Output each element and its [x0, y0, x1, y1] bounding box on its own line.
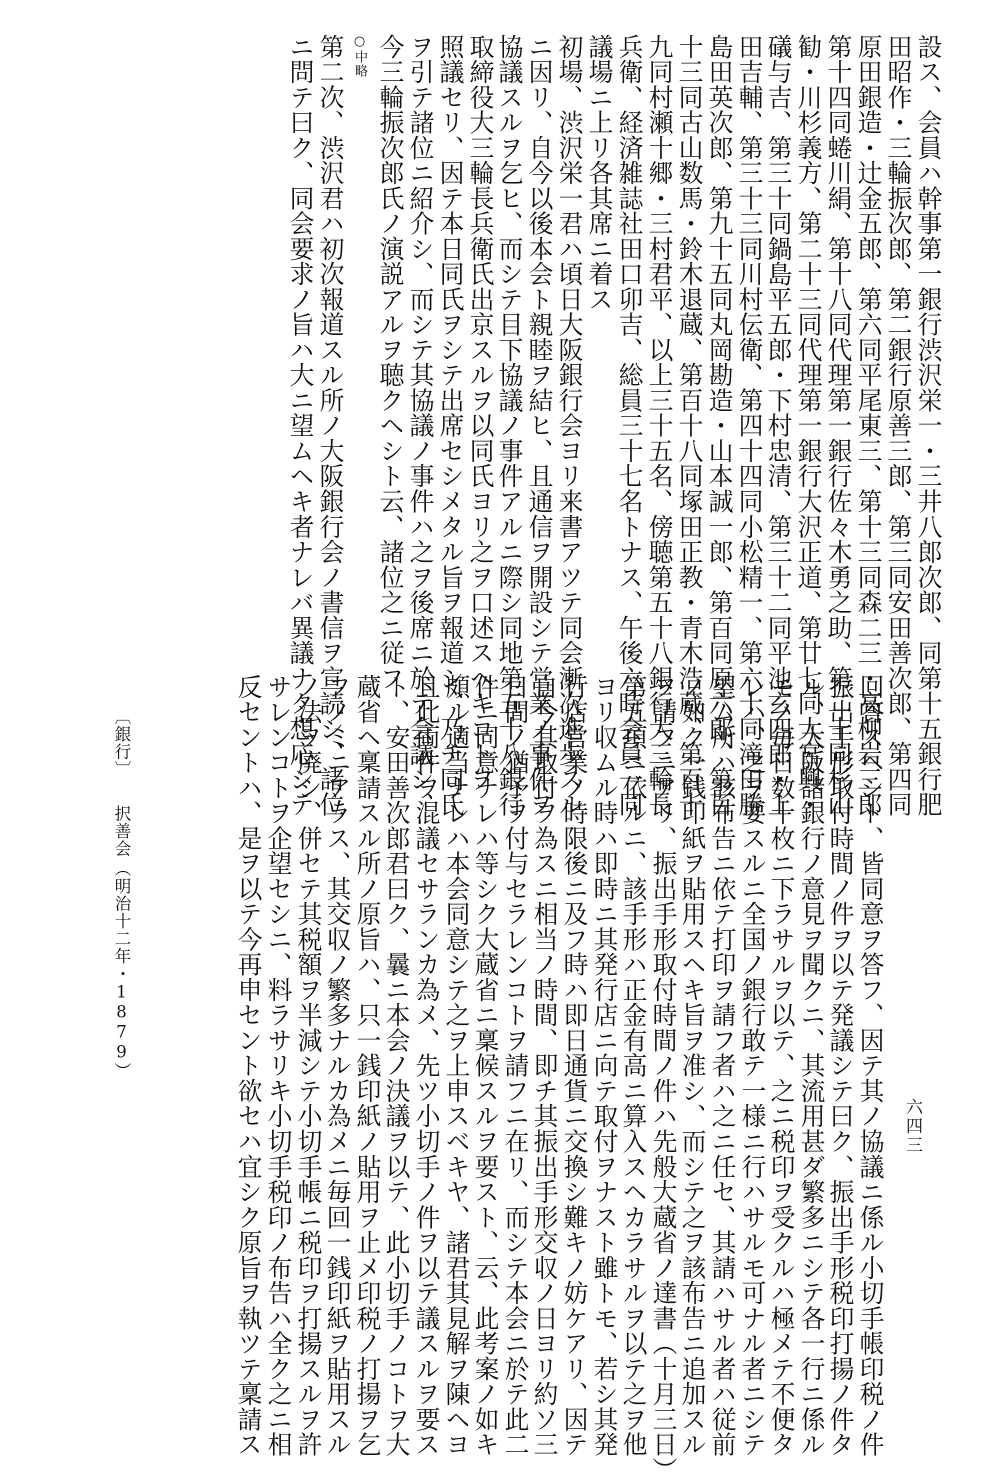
text-column: フノミニアラス、其交収ノ繁多ナルカ為メニ毎回一銭印紙ヲ貼用スル — [323, 674, 352, 1458]
text-column: 議場ニ上リ各其席ニ着ス — [585, 34, 614, 312]
text-column: ノ如ク一銭印紙ヲ貼用スヘキ旨ヲ准シ、而シテ之ヲ該布告ニ追加スル — [678, 674, 707, 1458]
text-column: 設ス、会員ハ幹事第一銀行渋沢栄一・三井八郎次郎、同第十五銀行肥 — [914, 34, 943, 818]
text-column: 照議セリ、因テ本日同氏ヲシテ出席セシメタル旨ヲ報道シ、乃チ同氏 — [436, 34, 465, 818]
text-column: 協議スルヲ乞ヒ、而シテ目下協議ノ事件アルニ際シ同地第五十八銀行 — [495, 34, 524, 818]
text-column: 田昭作・三輪振次郎、第二銀行原善三郎、第三同安田善次郎、第四同 — [884, 34, 913, 818]
text-column: 島田英次郎、第九十五同丸岡勘造・山本誠一郎、第百同原六郎、第百 — [705, 34, 734, 818]
text-column: 行店営業ノ時限後ニ及フ時ハ即日通貨ニ交換シ難キノ妨ケアリ、因テ — [560, 674, 589, 1458]
text-column: レハ、之ヲ要スルニ全国ノ銀行敢テ一様ニ行ハサルモ可ナル者ニシテ — [738, 674, 767, 1458]
text-column: 且此両件ヲ混議セサランカ為メ、先ツ小切手ノ件ヲ以テ議スルヲ要ス — [412, 674, 441, 1458]
text-column: 振出手形取付時間ノ件ヲ以テ発議シテ曰ク、振出手形税印打揚ノ件タ — [826, 674, 855, 1458]
text-column: 件ニ同意ナレハ等シク大蔵省ニ稟候スルヲ要スト、云、此考案ノ如キ — [471, 674, 500, 1458]
text-column: ト、安田善次郎君曰ク、曩ニ本会ノ決議ヲ以テ、此小切手ノコトヲ大 — [382, 674, 411, 1458]
text-column: 第二次、渋沢君ハ初次報道スル所ノ大阪銀行会ノ書信ヲ宣読シ、諸位 — [316, 34, 345, 818]
text-column: ノ法ヲ廃シ、併セテ其税額ヲ半減シテ小切手帳ニ税印ヲ打揚スルヲ許 — [294, 674, 323, 1458]
footer-era: （明治十二年・1879） — [112, 860, 131, 1080]
text-column: ニ問テ曰ク、同会要求ノ旨ハ大ニ望ムヘキ者ナレバ異議ナク想応シテ — [286, 34, 315, 818]
text-column: 蔵省ヘ稟請スル所ノ原旨ハ、只一銭印紙ノ貼用ヲ止メ印税ノ打揚ヲ乞 — [353, 674, 382, 1458]
text-column: ニ因リ、自今以後本会ト親睦ヲ結ヒ、且通信ヲ開設シテ営業ノ事件ヲ — [525, 34, 554, 818]
text-column: 第五項ニ依ルニ、該手形ハ正金有高ニ算入スヘカラサルヲ以テ之ヲ他 — [619, 674, 648, 1458]
text-column: サレンコトヲ企望セシニ、料ラサリキ小切手税印ノ布告ハ全ク之ニ相 — [264, 674, 293, 1458]
text-column: 望ム所ハ該布告ニ依テ打印ヲ請フ者ハ之ニ任セ、其請ハサル者ハ従前 — [708, 674, 737, 1458]
text-column: 原田銀造・辻金五郎、第六同平尾東三、第十三同森二三・高柳岩三郎 — [854, 34, 883, 818]
page-number: 六四三 — [902, 1098, 922, 1155]
text-column: 兵衛、経済雑誌社田口卯吉、総員三十七名トナス、午後六時会員一同 — [615, 34, 644, 818]
footer-title: 択善会 — [112, 805, 131, 858]
text-column: 礒与吉、第三十同鍋島平五郎・下村忠清、第三十二同平池玄四郎・上 — [764, 34, 793, 818]
text-column: 十三同古山数馬・鈴木退蔵、第百十八同塚田正教・青木浩蔵、第百十 — [675, 34, 704, 818]
text-column: モノ毎日数十枚ニ下ラサルヲ以テ、之ニ税印ヲ受クルハ極メテ不便タ — [767, 674, 796, 1458]
text-column: 第十四同蜷川絹、第十八同代理第一銀行佐々木勇之助、第二十同杉山 — [824, 34, 853, 818]
text-column: ヲ引テ諸位ニ紹介シ、而シテ其協議ノ事件ハ之ヲ後席ニ於テ会議シ、 — [406, 34, 435, 818]
text-column: 勧・川杉義方、第二十三同代理第一銀行大沢正道、第廿七同大宮興・ — [794, 34, 823, 818]
text-column: 日間ノ猶予ヲ付与セラレンコトヲ請フニ在リ、而シテ本会ニ於テ此二 — [501, 674, 530, 1458]
text-column: 反セントハ、是ヲ以テ今再申セント欲セハ宜シク原旨ヲ執ツテ稟請ス — [234, 674, 263, 1458]
text-column: 今三輪振次郎氏ノ演説アルヲ聴クヘシト云、諸位之ニ従フ — [376, 34, 405, 691]
text-column: 自今其取付ヲ為スニ相当ノ時間、即チ其振出手形交収ノ日ヨリ約ソ三 — [530, 674, 559, 1458]
text-column: ヲ請フニアリ、振出手形取付時間ノ件ハ先般大蔵省ノ達書（十月三日） — [649, 674, 678, 1482]
text-column: 回答スヘシト、皆同意ヲ答フ、因テ其ノ協議ニ係ル小切手帳印税ノ件 — [856, 674, 885, 1458]
text-column: ル、大阪諸銀行ノ意見ヲ聞クニ、其流用甚ダ繁多ニシテ各一行ニ係ル — [797, 674, 826, 1458]
text-column: ヨリ収ムル時ハ即時ニ其発行店ニ向テ取付ヲナスト雖トモ、若シ其発 — [590, 674, 619, 1458]
text-column: 初場、渋沢栄一君ハ頃日大阪銀行会ヨリ来書アツテ同会漸次進歩スル — [555, 34, 584, 818]
text-column: 田吉輔、第三十三同川村伝衛、第四十四同小松精一、第六十同滝田勝 — [735, 34, 764, 818]
omission-mark: ○中略 — [352, 34, 367, 78]
text-column: 頗ル適当ナレハ本会同意シテ之ヲ上申スベキヤ、諸君其見解ヲ陳ヘヨ — [442, 674, 471, 1458]
footer-section-label: 〔銀行〕 — [112, 708, 131, 778]
text-column: 九同村瀬十郷・三村君平、以上三十五名、傍聴第五十八銀行大三輪長 — [645, 34, 674, 818]
text-column: 取締役大三輪長兵衛氏出京スルヲ以同氏ヨリ之ヲ口述スヘキコトヲ — [466, 34, 495, 792]
